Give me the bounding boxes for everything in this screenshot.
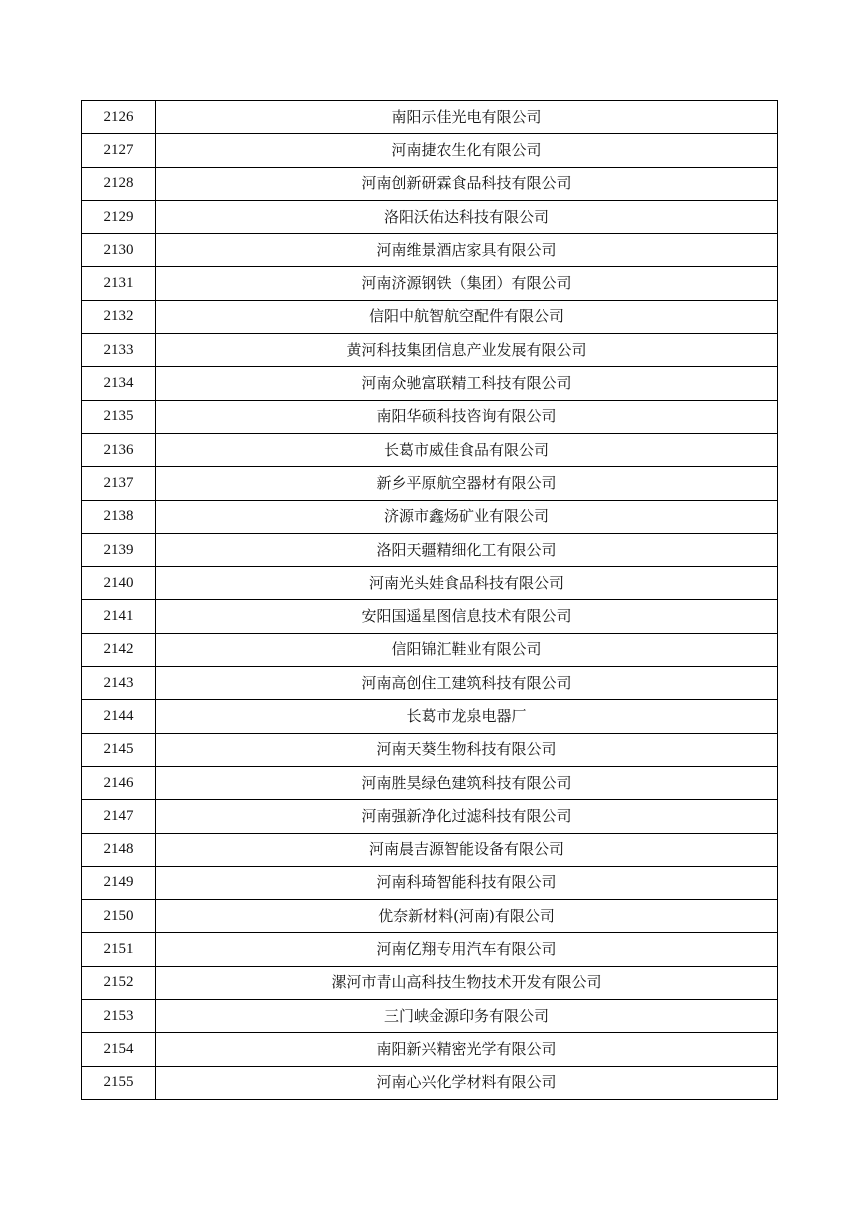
company-name-cell: 河南天葵生物科技有限公司 [156, 733, 778, 766]
company-list-table [81, 100, 778, 1100]
table-row [82, 667, 778, 700]
row-number-cell: 2154 [82, 1033, 156, 1066]
row-number-cell: 2133 [82, 334, 156, 367]
company-name-cell: 洛阳沃佑达科技有限公司 [156, 200, 778, 233]
company-name-cell: 安阳国遥星图信息技术有限公司 [156, 600, 778, 633]
table-row [82, 833, 778, 866]
table-row [82, 467, 778, 500]
table-row [82, 433, 778, 466]
table-row [82, 334, 778, 367]
table-row [82, 933, 778, 966]
row-number-cell: 2145 [82, 733, 156, 766]
company-name-cell: 黄河科技集团信息产业发展有限公司 [156, 334, 778, 367]
row-number-cell: 2130 [82, 234, 156, 267]
company-name-cell: 河南济源钢铁（集团）有限公司 [156, 267, 778, 300]
table-row [82, 1000, 778, 1033]
company-name-cell: 河南胜昊绿色建筑科技有限公司 [156, 766, 778, 799]
company-name-cell: 新乡平原航空器材有限公司 [156, 467, 778, 500]
company-name-cell: 信阳锦汇鞋业有限公司 [156, 633, 778, 666]
table-row [82, 134, 778, 167]
row-number-cell: 2155 [82, 1066, 156, 1099]
company-name-cell: 南阳华硕科技咨询有限公司 [156, 400, 778, 433]
company-name-cell: 河南创新研霖食品科技有限公司 [156, 167, 778, 200]
row-number-cell: 2132 [82, 300, 156, 333]
row-number-cell: 2131 [82, 267, 156, 300]
company-name-cell: 河南科琦智能科技有限公司 [156, 866, 778, 899]
company-name-cell: 河南光头娃食品科技有限公司 [156, 567, 778, 600]
company-name-cell: 河南捷农生化有限公司 [156, 134, 778, 167]
table-row [82, 1066, 778, 1099]
row-number-cell: 2148 [82, 833, 156, 866]
row-number-cell: 2149 [82, 866, 156, 899]
company-name-cell: 河南维景酒店家具有限公司 [156, 234, 778, 267]
company-name-cell: 优奈新材料(河南)有限公司 [156, 900, 778, 933]
row-number-cell: 2142 [82, 633, 156, 666]
table-row [82, 600, 778, 633]
row-number-cell: 2134 [82, 367, 156, 400]
company-name-cell: 漯河市青山高科技生物技术开发有限公司 [156, 966, 778, 999]
company-name-cell: 洛阳天疆精细化工有限公司 [156, 533, 778, 566]
row-number-cell: 2129 [82, 200, 156, 233]
row-number-cell: 2126 [82, 101, 156, 134]
table-row [82, 567, 778, 600]
company-name-cell: 河南心兴化学材料有限公司 [156, 1066, 778, 1099]
table-row [82, 533, 778, 566]
table-row [82, 267, 778, 300]
table-body [82, 101, 778, 1100]
table-row [82, 733, 778, 766]
row-number-cell: 2127 [82, 134, 156, 167]
row-number-cell: 2139 [82, 533, 156, 566]
table-row [82, 234, 778, 267]
row-number-cell: 2136 [82, 433, 156, 466]
row-number-cell: 2143 [82, 667, 156, 700]
row-number-cell: 2144 [82, 700, 156, 733]
row-number-cell: 2138 [82, 500, 156, 533]
table-row [82, 766, 778, 799]
table-row [82, 633, 778, 666]
row-number-cell: 2152 [82, 966, 156, 999]
company-name-cell: 河南强新净化过滤科技有限公司 [156, 800, 778, 833]
row-number-cell: 2150 [82, 900, 156, 933]
table-row [82, 866, 778, 899]
table-row [82, 167, 778, 200]
table-row [82, 800, 778, 833]
company-name-cell: 河南亿翔专用汽车有限公司 [156, 933, 778, 966]
company-name-cell: 长葛市威佳食品有限公司 [156, 433, 778, 466]
row-number-cell: 2153 [82, 1000, 156, 1033]
row-number-cell: 2137 [82, 467, 156, 500]
company-name-cell: 河南众驰富联精工科技有限公司 [156, 367, 778, 400]
company-name-cell: 河南高创住工建筑科技有限公司 [156, 667, 778, 700]
table-row [82, 200, 778, 233]
table-row [82, 400, 778, 433]
row-number-cell: 2135 [82, 400, 156, 433]
row-number-cell: 2151 [82, 933, 156, 966]
row-number-cell: 2146 [82, 766, 156, 799]
table-row [82, 300, 778, 333]
row-number-cell: 2140 [82, 567, 156, 600]
company-name-cell: 南阳示佳光电有限公司 [156, 101, 778, 134]
row-number-cell: 2128 [82, 167, 156, 200]
row-number-cell: 2147 [82, 800, 156, 833]
company-name-cell: 三门峡金源印务有限公司 [156, 1000, 778, 1033]
table-row [82, 101, 778, 134]
company-name-cell: 河南晨吉源智能设备有限公司 [156, 833, 778, 866]
company-name-cell: 信阳中航智航空配件有限公司 [156, 300, 778, 333]
table-row [82, 1033, 778, 1066]
company-name-cell: 长葛市龙泉电器厂 [156, 700, 778, 733]
company-name-cell: 南阳新兴精密光学有限公司 [156, 1033, 778, 1066]
table-row [82, 700, 778, 733]
table-row [82, 966, 778, 999]
table-row [82, 367, 778, 400]
company-name-cell: 济源市鑫炀矿业有限公司 [156, 500, 778, 533]
row-number-cell: 2141 [82, 600, 156, 633]
table-row [82, 500, 778, 533]
table-row [82, 900, 778, 933]
